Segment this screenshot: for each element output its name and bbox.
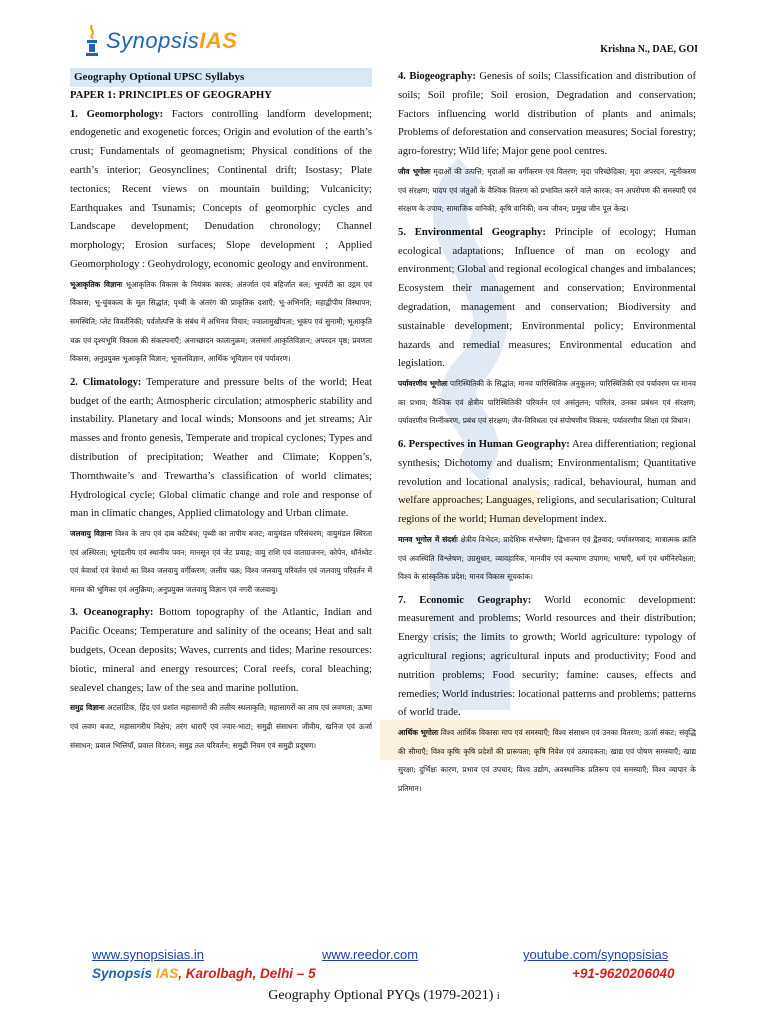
section-climatology-hindi: जलवायु विज्ञानः विश्व के ताप एवं दाब कटिबंध; पृथ्वी का तापीय बजट; वायुमंडल परिसंचरण; वायुमंडल स्थिरता एवं अस्थिरता; भूमंडलीय एवं स्थानीय पवन; मानसून एवं जेट प्रवाह; वायु राशि एवं वाताग्रजनन; कोपेन, थॉर्नथ्वेट एवं त्रेवार्था एवं त्रेवार्था का विश्व जलवायु वर्गीकरण; जलीय चक्र; विश्व जलवायु परिवर्तन एवं जलवायु परिवर्तन में मानव की भूमिका एवं अनुक्रिया; अनुप्रयुक्त जलवायु विज्ञान एवं नगरी जलवायु। — [70, 529, 372, 594]
left-column — [70, 68, 372, 760]
synopsis-ias-logo — [84, 24, 237, 58]
right-column — [398, 68, 696, 804]
section-human-geography-hindi: मानव भूगोल में संदर्शः क्षेत्रीय विभेदन; प्रादेशिक संश्लेषण; द्विभाजन एवं द्वैतवाद; पर्यावरणवाद; मात्रात्मक क्रांति एवं अवस्थिति विश्लेषण; उग्रसुधार, व्यावहारिक, मानवीय एवं कल्याण उपागम; भाषाएँ, धर्म एवं धर्मनिरपेक्षता; विश्व के सांस्कृतिक प्रदेश; मानव विकास सूचकांक। — [398, 534, 696, 582]
section-environmental-geography-hindi: पर्यावरणीय भूगोलः पारिस्थितिकी के सिद्धांत; मानव पारिस्थितिक अनुकूलन; पारिस्थितिकी एवं पर्यावरण पर मानव का प्रभाव; वैश्विक एवं क्षेत्रीय पारिस्थितिकी परिवर्तन एवं असंतुलन; पारितंत्र, उनका प्रबंधन एवं संरक्षण; पर्यावरणीय निम्नीकरण, प्रबंध एवं संरक्षण; जैव-विविधता एवं संपोषणीय विकास; पर्यावरणीय शिक्षा एवं विधान। — [398, 379, 696, 426]
section-geomorphology-hindi: भूआकृतिक विज्ञानः भूआकृतिक विकास के नियंत्रक कारक; अंतर्जात एवं बहिर्जात बल; भूपर्पटी का उद्गम एवं विकास; भू-चुंबकत्व के मूल सिद्धांत; पृथ्वी के अंतरंग की प्राकृतिक दशाएँ; भू-अभिनति; महाद्वीपीय विस्थापन; समस्थिति; प्लेट विवर्तनिकी; पर्वतोत्पत्ति के संबंध में अभिनव विचार; ज्वालामुखीयता; भूकंप एवं सुनामी; भूआकृति चक्र एवं दृश्यभूमि विकास की संकल्पनाएँ; अनाच्छादन कालानुक्रम; जलमार्ग आकृतिविज्ञान; अपरदन पृष्ठ; प्रवणता विकास; अनुप्रयुक्त भूआकृति विज्ञान; भूजलविज्ञान, आर्थिक भूविज्ञान एवं पर्यावरण। — [70, 279, 372, 364]
section-biogeography-hindi: जीव भूगोलः मृदाओं की उत्पत्ति; मृदाओं का वर्गीकरण एवं वितरण; मृदा परिच्छेदिका; मृदा अपरदन, न्यूनीकरण एवं संरक्षण; पादप एवं जंतुओं के वैश्विक वितरण को प्रभावित करने वाले कारक; वन अपरोपण की समस्याएँ एवं संरक्षण के उपाय; सामाजिक वानिकी; कृषि वानिकी; वन्य जीवन; प्रमुख जीन पूल केन्द्र। — [398, 166, 696, 214]
lamp-logo-icon — [84, 24, 100, 58]
section-environmental-geography: 5. Environmental Geography: Principle of ecology; Human ecological adaptations; Influence of man on ecology and environment; Global and regional ecological changes and imbalances; Ecosystem their management and conservation; Environmental degradation, management and conservation; Biodiversity and sustainable development; Environmental policy; Environmental hazards and remedial measures; Environmental education and legislation. — [398, 226, 696, 370]
section-human-geography: 6. Perspectives in Human Geography: Area differentiation; regional synthesis; Dichotomy and dualism; Environmentalism; Quantitative revolution and locational analysis; radical, behavioural, human and welfare approaches; Languages, religions, and secularisation; Cultural regions of the world; Human development index. — [398, 438, 696, 526]
website-link[interactable]: www.synopsisias.in — [92, 947, 204, 962]
section-economic-geography-hindi: आर्थिक भूगोलः विश्व आर्थिक विकासः माप एवं समस्याएँ; विश्व संसाधन एवं उनका वितरण; ऊर्जा संकट; संवृद्धि की सीमाएँ; विश्व कृषिः कृषि प्रदेशों की प्रारूपता; कृषि निवेश एवं उत्पादकता; खाद्य एवं पोषण समस्याएँ; खाद्य सुरक्षा; दुर्भिक्षः कारण, प्रभाव एवं उपचार; विश्व उद्योग, अवस्थानिक प्रतिरूप एवं समस्याएँ; विश्व व्यापार के प्रतिमान। — [398, 728, 696, 794]
page-header — [0, 0, 768, 66]
institute-address: Synopsis IAS, Karolbagh, Delhi – 5 — [92, 966, 316, 981]
reedor-link[interactable]: www.reedor.com — [322, 947, 419, 962]
section-biogeography: 4. Biogeography: Genesis of soils; Classification and distribution of soils; Soil profile; Soil erosion, Degradation and conservation; Factors influencing world distribution of plants and animals; Problems of deforestation and conservation measures; Social forestry; agro-forestry; Wild life; Major gene pool centres. — [398, 71, 696, 158]
section-economic-geography: 7. Economic Geography: World economic development: measurement and problems; World resources and their distribution; Energy crisis; the limits to growth; World agriculture: typology of agricultural regions; agricultural inputs and productivity; Food and nutrition problems; Food security; famine: causes, effects and remedies; World industries: locational patterns and problems; patterns of world trade. — [398, 594, 696, 719]
footer-links — [0, 947, 768, 967]
youtube-link[interactable]: youtube.com/synopsisias — [523, 947, 669, 962]
phone-number: +91-9620206040 — [572, 966, 675, 981]
footer-title: Geography Optional PYQs (1979-2021) i — [268, 988, 500, 1003]
page-number: i — [496, 991, 500, 1002]
section-geomorphology: 1. Geomorphology: Factors controlling landform development; endogenetic and exogenetic forces; Origin and evolution of the earth’s crust; Fundamentals of geomagnetism; Physical conditions of the earth’s interior; Geosynclines; Continental drift; Isostasy; Plate tectonics; Recent views on mountain building; Vulcanicity; Earthquakes and Tsunamis; Concepts of geomorphic cycles and Landscape development; Denudation chronology; Channel morphology; Erosion surfaces; Slope development ; Applied Geomorphology : Geohydrology, economic geology and environment. — [70, 108, 372, 270]
syllabus-title: Geography Optional UPSC Syllabys — [70, 68, 372, 87]
author-credit: Krishna N., DAE, GOI — [600, 44, 698, 55]
section-climatology: 2. Climatology: Temperature and pressure belts of the world; Heat budget of the earth; Atmospheric circulation; atmospheric stability and instability. Planetary and local winds; Monsoons and jet streams; Air masses and fronto genesis, Temperate and tropical cyclones; Types and distribution of precipitation; Weather and Climate; Koppen’s, Thornthwaite’s and Trewartha’s classification of world climates; Hydrological cycle; Global climatic change and role and response of man in climatic changes, Applied climatology and Urban climate. — [70, 376, 372, 520]
logo-text: SynopsisIAS — [106, 28, 238, 53]
paper-heading: PAPER 1: PRINCIPLES OF GEOGRAPHY — [70, 89, 272, 101]
section-oceanography: 3. Oceanography: Bottom topography of the Atlantic, Indian and Pacific Oceans; Temperature and salinity of the oceans; Heat and salt budgets, Ocean deposits; Waves, currents and tides; Marine resources: biotic, mineral and energy resources; Coral reefs, coral bleaching; sealevel changes; law of the sea and marine pollution. — [70, 607, 372, 694]
footer-contact — [0, 966, 768, 986]
section-oceanography-hindi: समुद्र विज्ञानः अटलांटिक, हिंद एवं प्रशांत महासागरों की तलीय स्थलाकृति; महासागरों का ताप एवं लवणता; ऊष्मा एवं लवण बजट, महासागरीय निक्षेप; तरंग धाराएँ एवं ज्वार-भाटा; समुद्री संसाधनः जीवीय, खनिज एवं ऊर्जा संसाधन; प्रवाल भित्तियाँ, प्रवाल विरंजन; समुद्र तल परिवर्तन; समुद्री नियम एवं समुद्री प्रदूषण। — [70, 703, 372, 750]
